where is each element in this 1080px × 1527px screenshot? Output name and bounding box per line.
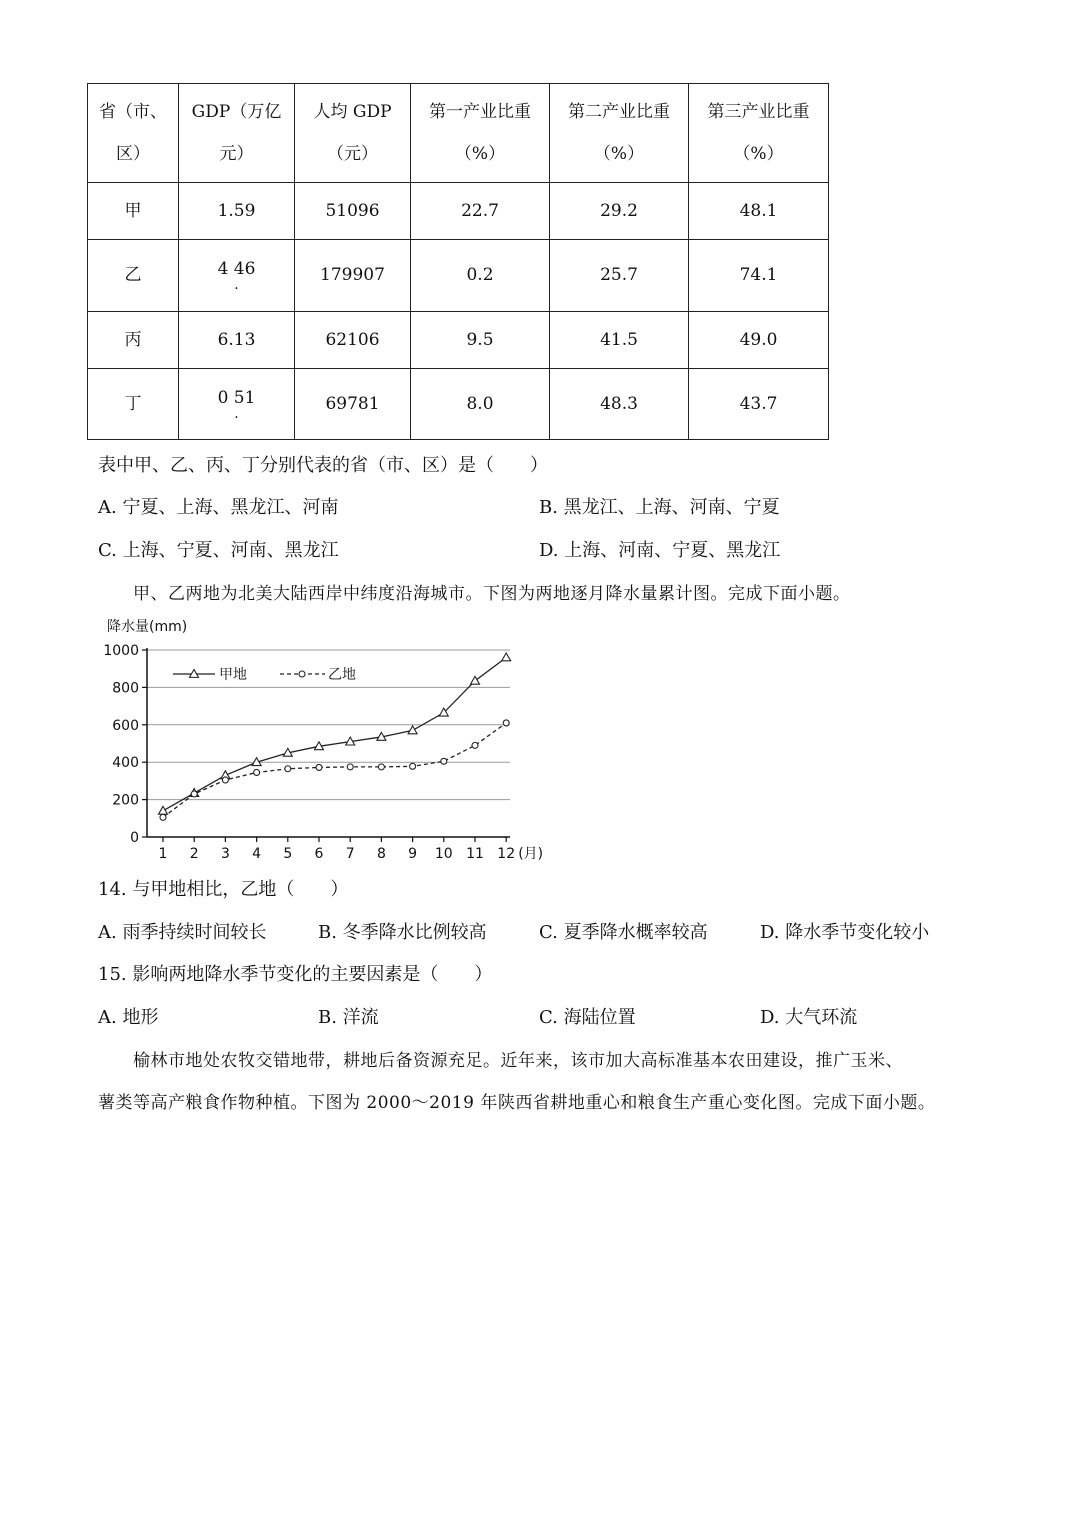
x-tick-label: 8 <box>376 846 386 862</box>
data-point-circle <box>316 764 322 770</box>
data-point-circle <box>254 769 260 775</box>
legend-label-series-1: 甲地 <box>219 667 247 683</box>
x-tick-label: 6 <box>314 846 324 862</box>
cell-primary: 8.0 <box>411 369 550 440</box>
q15-stem: 15. 影响两地降水季节变化的主要因素是（ ） <box>98 964 493 985</box>
x-tick-label: 1 <box>158 846 168 862</box>
cell-secondary: 25.7 <box>550 240 689 312</box>
table-row <box>88 312 829 369</box>
x-tick-label: 4 <box>252 846 262 862</box>
header-primary: 第一产业比重 （%） <box>411 84 550 183</box>
header-province: 省（市、 区） <box>88 84 179 183</box>
cell-tertiary: 74.1 <box>689 240 829 312</box>
cell-per-capita: 179907 <box>295 240 411 312</box>
q14-option-c[interactable]: C. 夏季降水概率较高 <box>539 922 708 943</box>
cell-per-capita: 51096 <box>295 183 411 240</box>
table-row <box>88 240 829 312</box>
cell-primary: 22.7 <box>411 183 550 240</box>
table-header-row <box>88 84 829 183</box>
yulin-intro-line-2: 薯类等高产粮食作物种植。下图为 2000～2019 年陕西省耕地重心和粮食生产重心变化图。完成下面小题。 <box>98 1093 936 1113</box>
y-axis-label: 降水量(mm) <box>107 619 188 635</box>
x-tick-label: 2 <box>189 846 199 862</box>
gdp-dot: · <box>234 409 239 426</box>
header-tertiary: 第三产业比重 （%） <box>689 84 829 183</box>
x-tick-label: 12 <box>497 846 516 862</box>
gdp-value: 0 51 <box>217 387 256 408</box>
q14-option-d[interactable]: D. 降水季节变化较小 <box>760 922 930 943</box>
x-tick-label: 9 <box>408 846 418 862</box>
data-point-triangle <box>159 806 168 814</box>
x-tick-label: 10 <box>434 846 453 862</box>
cell-primary: 9.5 <box>411 312 550 369</box>
precip-chart <box>95 612 565 862</box>
x-axis-label: (月) <box>518 846 544 862</box>
cell-province: 丙 <box>88 312 179 369</box>
x-tick-label: 7 <box>345 846 355 862</box>
q13-option-b[interactable]: B. 黑龙江、上海、河南、宁夏 <box>539 497 780 518</box>
header-secondary: 第二产业比重 （%） <box>550 84 689 183</box>
legend-marker-series-2 <box>299 671 305 677</box>
cell-gdp: 1.59 <box>179 183 295 240</box>
cell-secondary: 48.3 <box>550 369 689 440</box>
q15-option-a[interactable]: A. 地形 <box>98 1007 159 1028</box>
cell-gdp: 6.13 <box>179 312 295 369</box>
cell-secondary: 41.5 <box>550 312 689 369</box>
x-tick-label: 3 <box>220 846 230 862</box>
data-point-circle <box>472 742 478 748</box>
y-tick-label: 800 <box>112 680 139 697</box>
gdp-value: 4 46 <box>217 259 256 280</box>
data-point-circle <box>378 764 384 770</box>
cell-tertiary: 43.7 <box>689 369 829 440</box>
cell-per-capita: 62106 <box>295 312 411 369</box>
chart-ticks <box>103 643 543 862</box>
y-tick-label: 0 <box>130 830 139 846</box>
legend-label-series-2: 乙地 <box>328 667 356 683</box>
y-tick-label: 1000 <box>103 643 139 659</box>
gdp-dot: · <box>234 281 239 298</box>
header-gdp: GDP（万亿 元） <box>179 84 295 183</box>
series-line <box>163 723 506 817</box>
cell-primary: 0.2 <box>411 240 550 312</box>
q15-option-d[interactable]: D. 大气环流 <box>760 1007 858 1028</box>
data-point-circle <box>222 777 228 783</box>
data-point-circle <box>410 763 416 769</box>
yulin-intro-line-1: 榆林市地处农牧交错地带，耕地后备资源充足。近年来，该市加大高标准基本农田建设，推广玉米、 <box>133 1051 903 1071</box>
data-point-circle <box>347 764 353 770</box>
data-point-circle <box>191 791 197 797</box>
data-point-circle <box>503 720 509 726</box>
cell-province: 乙 <box>88 240 179 312</box>
data-point-circle <box>285 766 291 772</box>
q15-option-b[interactable]: B. 洋流 <box>318 1007 379 1028</box>
cell-gdp <box>179 369 295 440</box>
q13-stem: 表中甲、乙、丙、丁分别代表的省（市、区）是（ ） <box>98 455 548 476</box>
y-tick-label: 600 <box>112 717 139 734</box>
cell-tertiary: 48.1 <box>689 183 829 240</box>
data-point-circle <box>160 814 166 820</box>
q14-option-b[interactable]: B. 冬季降水比例较高 <box>318 922 487 943</box>
y-tick-label: 200 <box>112 792 139 809</box>
q13-option-a[interactable]: A. 宁夏、上海、黑龙江、河南 <box>98 497 339 518</box>
x-tick-label: 5 <box>283 846 293 862</box>
cell-per-capita: 69781 <box>295 369 411 440</box>
q14-option-a[interactable]: A. 雨季持续时间较长 <box>98 922 267 943</box>
header-per-capita: 人均 GDP （元） <box>295 84 411 183</box>
q13-option-c[interactable]: C. 上海、宁夏、河南、黑龙江 <box>98 540 339 561</box>
data-point-triangle <box>471 676 480 684</box>
cell-province: 丁 <box>88 369 179 440</box>
x-tick-label: 11 <box>466 846 484 862</box>
series-2 <box>160 720 509 820</box>
q14-stem: 14. 与甲地相比，乙地（ ） <box>98 879 349 900</box>
cell-province: 甲 <box>88 183 179 240</box>
q13-option-d[interactable]: D. 上海、河南、宁夏、黑龙江 <box>539 540 781 561</box>
gdp-table <box>87 83 829 440</box>
cell-gdp <box>179 240 295 312</box>
cell-secondary: 29.2 <box>550 183 689 240</box>
table-row <box>88 183 829 240</box>
data-point-triangle <box>502 653 511 661</box>
cell-tertiary: 49.0 <box>689 312 829 369</box>
data-point-circle <box>441 758 447 764</box>
precip-intro: 甲、乙两地为北美大陆西岸中纬度沿海城市。下图为两地逐月降水量累计图。完成下面小题。 <box>133 584 851 604</box>
q15-option-c[interactable]: C. 海陆位置 <box>539 1007 636 1028</box>
table-row <box>88 369 829 440</box>
chart-legend <box>173 666 356 683</box>
y-tick-label: 400 <box>112 755 139 772</box>
data-point-triangle <box>408 726 417 734</box>
